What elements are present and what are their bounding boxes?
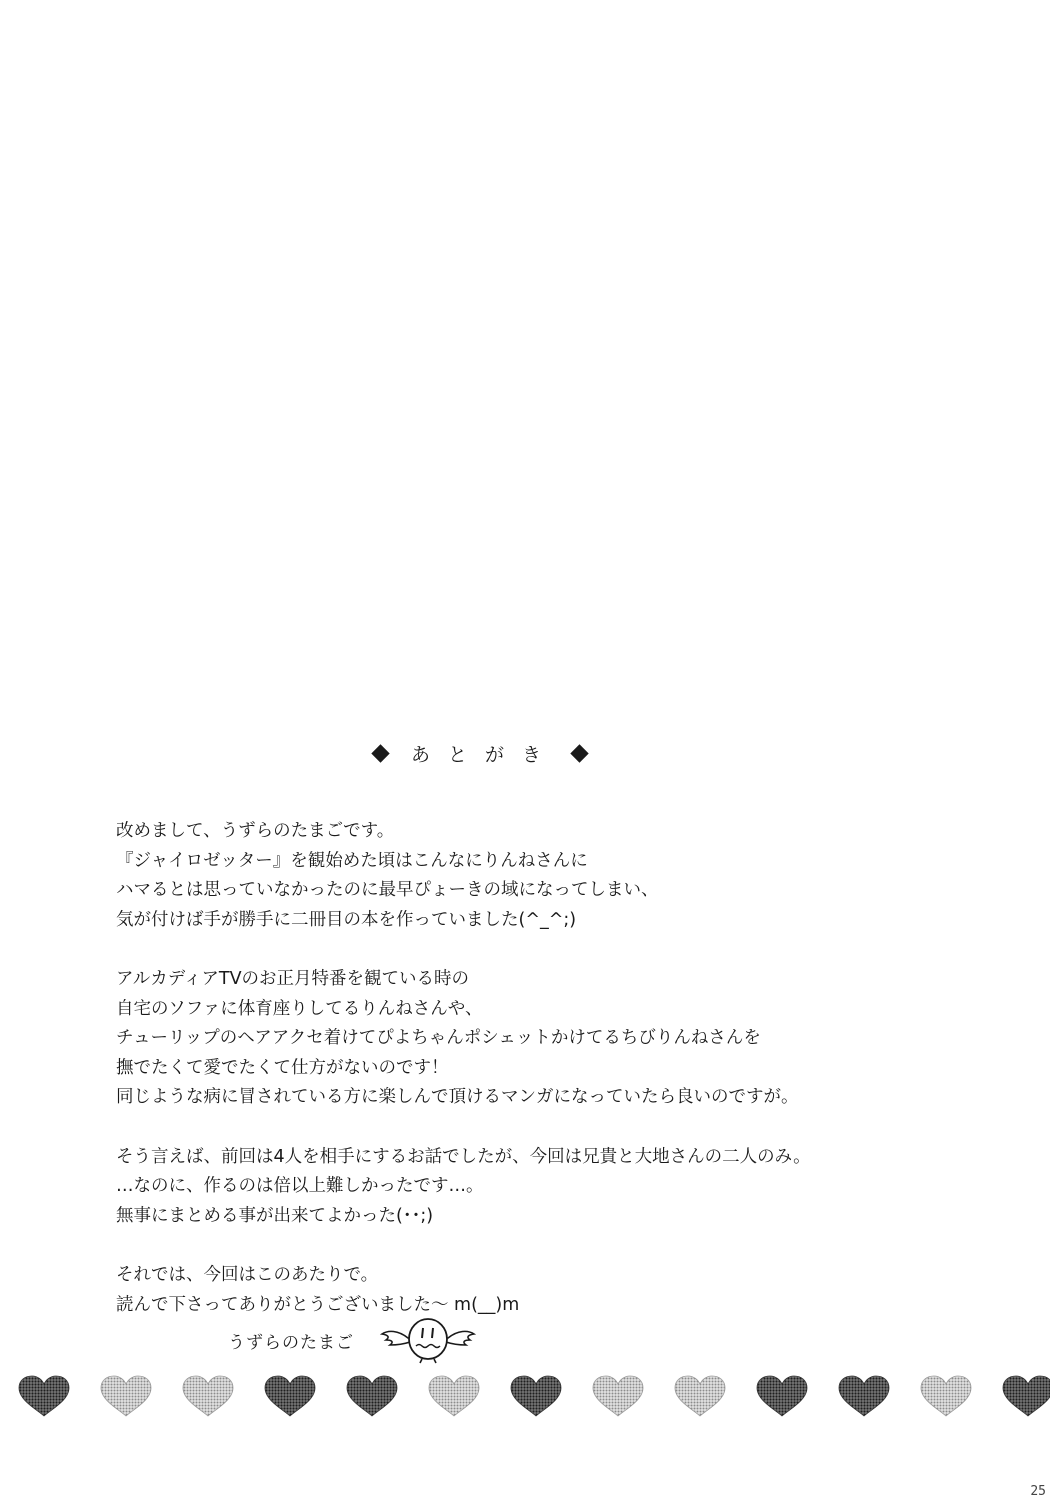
halftone-heart-icon (754, 1374, 810, 1418)
halftone-heart-icon (1000, 1374, 1050, 1418)
text-line: 『ジャイロゼッター』を観始めた頃はこんなにりんねさんに (116, 850, 588, 871)
winged-egg-icon (378, 1316, 478, 1364)
halftone-heart-icon (180, 1374, 236, 1418)
halftone-heart-icon (590, 1374, 646, 1418)
halftone-heart-icon (16, 1374, 72, 1418)
paragraph (116, 1261, 996, 1320)
text-line: 無事にまとめる事が出来てよかった(･･;) (116, 1205, 434, 1226)
afterword-body (116, 817, 996, 1350)
author-signature (228, 1318, 478, 1362)
text-line: ハマるとは思っていなかったのに最早ぴょーきの域になってしまい、 (116, 880, 659, 900)
paragraph (116, 1143, 996, 1232)
text-line: 改めまして、うずらのたまごです。 (116, 821, 395, 841)
afterword-title: あとがき (410, 743, 559, 766)
text-line: チューリップのヘアアクセ着けてぴよちゃんポシェットかけてるちびりんねさんを (116, 1028, 761, 1048)
afterword-heading (0, 738, 1050, 768)
heart-border (16, 1374, 1050, 1420)
halftone-heart-icon (672, 1374, 728, 1418)
author-name: うずらのたまご (228, 1332, 354, 1353)
text-line: …なのに、作るのは倍以上難しかったです…。 (116, 1176, 484, 1196)
text-line: アルカディアTVのお正月特番を観ている時の (116, 969, 470, 989)
halftone-heart-icon (344, 1374, 400, 1418)
text-line: 撫でたくて愛でたくて仕方がないのです！ (116, 1057, 449, 1078)
halftone-heart-icon (426, 1374, 482, 1418)
text-line: 気が付けば手が勝手に二冊目の本を作っていました(^_^;) (116, 909, 577, 930)
halftone-heart-icon (508, 1374, 564, 1418)
text-line: 同じような病に冒されている方に楽しんで頂けるマンガになっていたら良いのですが。 (116, 1087, 799, 1107)
halftone-heart-icon (262, 1374, 318, 1418)
text-line: 読んで下さってありがとうございました～ m(__)m (116, 1294, 520, 1315)
halftone-heart-icon (98, 1374, 154, 1418)
paragraph (116, 965, 996, 1113)
diamond-icon (570, 744, 588, 762)
halftone-heart-icon (918, 1374, 974, 1418)
text-line: そう言えば、前回は4人を相手にするお話でしたが、今回は兄貴と大地さんの二人のみ。 (116, 1146, 811, 1167)
diamond-icon (371, 744, 389, 762)
halftone-heart-icon (836, 1374, 892, 1418)
text-line: それでは、今回はこのあたりで。 (116, 1265, 379, 1285)
paragraph (116, 817, 996, 935)
page-number: 25 (1030, 1484, 1046, 1499)
text-line: 自宅のソファに体育座りしてるりんねさんや、 (116, 998, 483, 1019)
